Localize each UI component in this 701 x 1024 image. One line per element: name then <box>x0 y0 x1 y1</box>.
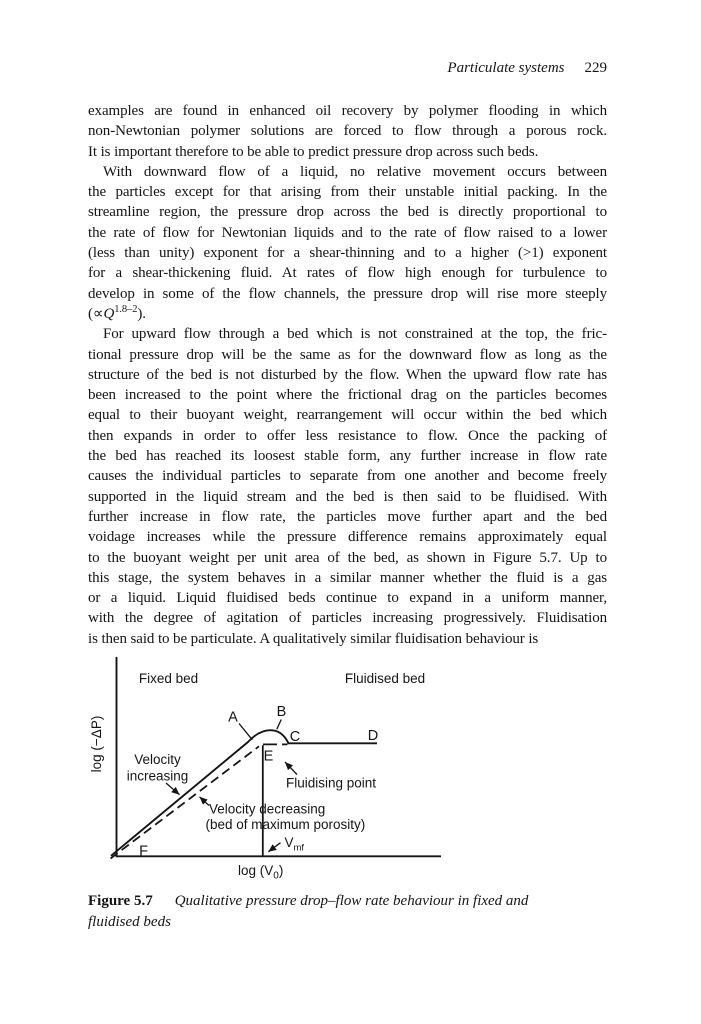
text-line: voidage increases while the pressure difference remains approximately equal <box>88 529 607 546</box>
text-line: or a liquid. Liquid fluidised beds continue to expand in a uniform manner, <box>88 590 607 607</box>
text-line: It is important therefore to be able to predict pressure drop across such beds. <box>88 143 539 160</box>
text-line: causes the individual particles to separate from one another and become freely <box>88 468 607 485</box>
point-label-f: F <box>139 843 148 860</box>
figure-caption-label: Figure 5.7 <box>88 893 153 909</box>
velocity-increasing-arrow <box>166 783 180 795</box>
page-number: 229 <box>584 60 607 76</box>
velocity-decreasing-arrow <box>200 797 210 806</box>
point-label-a: A <box>228 709 238 726</box>
text-line: develop in some of the flow channels, the pressure drop will rise more steeply <box>88 285 607 302</box>
velocity-decreasing-label-line1: Velocity decreasing <box>209 801 326 817</box>
text-line: structure of the bed is not disturbed by the flow. When the upward flow rate has <box>88 366 607 383</box>
region-label-fluidised-bed: Fluidised bed <box>344 671 426 686</box>
text-line: for a shear-thickening fluid. At rates of flow high enough for turbulence to <box>88 265 607 282</box>
text-line: For upward flow through a bed which is not constrained at the top, the fric- <box>103 326 607 343</box>
text-line: this stage, the system behaves in a similar manner whether the fluid is a gas <box>88 569 607 586</box>
text-line: then expands in order to offer less resistance to flow. Once the packing of <box>88 427 607 444</box>
text-line: examples are found in enhanced oil recovery by polymer flooding in which <box>88 103 607 119</box>
point-label-b: B <box>276 704 287 720</box>
text-line: the rate of flow for Newtonian liquids and to the rate of flow raised to a lower <box>88 224 607 241</box>
text-line: non-Newtonian polymer solutions are forced to flow through a porous rock. <box>88 123 607 140</box>
velocity-increasing-label-line2: increasing <box>126 768 189 784</box>
figure-caption-line2: fluidised beds <box>88 914 171 930</box>
fluidising-point-label: Fluidising point <box>286 775 377 791</box>
paragraph-1 <box>88 101 607 162</box>
velocity-decreasing-label-line2: (bed of maximum porosity) <box>205 817 366 832</box>
figure-caption <box>88 891 607 933</box>
text-line: to the buoyant weight per unit area of the bed, as shown in Figure 5.7. Up to <box>88 549 607 566</box>
text-line: with the degree of agitation of particles increasing progressively. Fluidisation <box>88 610 607 627</box>
text-line: the particles except for that arising from their unstable initial packing. In the <box>88 184 607 201</box>
point-label-e: E <box>263 748 274 765</box>
paragraph-3 <box>88 324 607 649</box>
figure-caption-line1 <box>88 891 607 912</box>
running-header <box>88 60 607 77</box>
text-line: equal to their buoyant weight, rearrangement will occur within the bed which <box>88 407 607 424</box>
text-line: tional pressure drop will be the same as for the downward flow as long as the <box>88 346 607 363</box>
paragraph-2 <box>88 162 607 324</box>
vmf-arrow <box>268 843 280 852</box>
region-label-fixed-bed: Fixed bed <box>138 671 199 686</box>
text-line: streamline region, the pressure drop across the bed is directly proportional to <box>88 204 607 221</box>
point-label-d: D <box>367 728 379 744</box>
text-line: is then said to be particulate. A qualitatively similar fluidisation behaviour is <box>88 630 539 647</box>
text-line: supported in the liquid stream and the bed is then said to be fluidised. With <box>88 488 607 505</box>
x-axis-label: $\log (V_0)$ <box>238 863 284 882</box>
running-title: Particulate systems <box>447 60 565 76</box>
y-axis-label: log (−ΔP) <box>89 715 104 773</box>
body-text <box>88 101 607 649</box>
text-line: further increase in flow rate, the particles move further apart and the bed <box>88 508 607 525</box>
figure-caption-text1: Qualitative pressure drop–flow rate behaviour in fixed and <box>174 893 529 909</box>
figure-5-7-chart <box>85 648 460 888</box>
vmf-label: $V_{mf}$ <box>284 835 305 854</box>
velocity-increasing-curve <box>111 730 377 856</box>
point-a-pointer-line <box>239 724 252 740</box>
text-line: (less than unity) exponent for a shear-thinning and to a higher (>1) exponent <box>88 245 607 262</box>
text-line: the bed has reached its loosest stable form, any further increase in flow rate <box>88 448 607 465</box>
text-line: With downward flow of a liquid, no relative movement occurs between <box>103 163 607 180</box>
point-label-c: C <box>289 729 301 745</box>
fluidising-point-arrow <box>285 762 297 775</box>
point-b-pointer-line <box>277 720 281 730</box>
text-line: $(\propto Q^{1.8-2})$. <box>88 303 146 322</box>
text-line: been increased to the point where the frictional drag on the particles becomes <box>88 387 607 404</box>
velocity-increasing-label-line1: Velocity <box>134 752 181 767</box>
